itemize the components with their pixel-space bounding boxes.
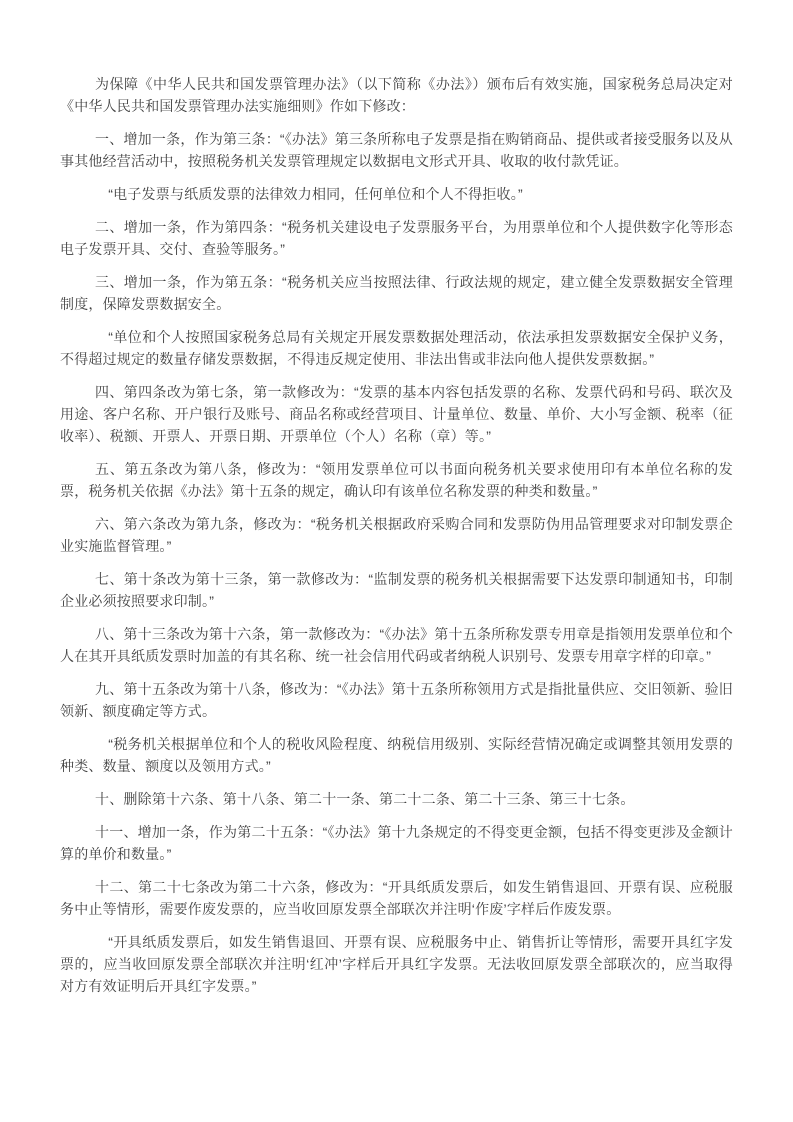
paragraph: 六、第六条改为第九条，修改为：“税务机关根据政府采购合同和发票防伪用品管理要求对印制发票企业实施监督管理。” xyxy=(60,516,733,554)
paragraph: 一、增加一条，作为第三条：“《办法》第三条所称电子发票是指在购销商品、提供或者接受服务以及从事其他经营活动中，按照税务机关发票管理规定以数据电文形式开具、收取的收付款凭证。 xyxy=(60,131,733,169)
paragraph: 五、第五条改为第八条，修改为：“领用发票单位可以书面向税务机关要求使用印有本单位名称的发票，税务机关依据《办法》第十五条的规定，确认印有该单位名称发票的种类和数量。” xyxy=(60,461,733,499)
paragraph: 九、第十五条改为第十八条，修改为：“《办法》第十五条所称领用方式是指批量供应、交旧领新、验旧领新、额度确定等方式。 xyxy=(60,681,733,719)
paragraph: 七、第十条改为第十三条，第一款修改为：“监制发票的税务机关根据需要下达发票印制通知书，印制企业必须按照要求印制。” xyxy=(60,571,733,609)
paragraph: 二、增加一条，作为第四条：“税务机关建设电子发票服务平台，为用票单位和个人提供数字化等形态电子发票开具、交付、查验等服务。” xyxy=(60,219,733,257)
document-body xyxy=(60,73,733,997)
paragraph: “开具纸质发票后，如发生销售退回、开票有误、应税服务中止、销售折让等情形，需要开具红字发票的，应当收回原发票全部联次并注明‘红冲’字样后开具红字发票。无法收回原发票全部联次的，应当取得对方有效证明后开具红字发票。” xyxy=(60,934,733,994)
paragraph: 为保障《中华人民共和国发票管理办法》（以下简称《办法》）颁布后有效实施，国家税务总局决定对《中华人民共和国发票管理办法实施细则》作如下修改： xyxy=(60,76,733,114)
paragraph: 十二、第二十七条改为第二十六条，修改为：“开具纸质发票后，如发生销售退回、开票有误、应税服务中止等情形，需要作废发票的，应当收回原发票全部联次并注明‘作废’字样后作废发票。 xyxy=(60,879,733,917)
paragraph: “电子发票与纸质发票的法律效力相同，任何单位和个人不得拒收。” xyxy=(108,186,523,202)
paragraph: 三、增加一条，作为第五条：“税务机关应当按照法律、行政法规的规定，建立健全发票数据安全管理制度，保障发票数据安全。 xyxy=(60,274,733,312)
paragraph: 十一、增加一条，作为第二十五条：“《办法》第十九条规定的不得变更金额，包括不得变更涉及金额计算的单价和数量。” xyxy=(60,824,733,862)
paragraph: 十、删除第十六条、第十八条、第二十一条、第二十二条、第二十三条、第三十七条。 xyxy=(95,791,635,807)
paragraph: 四、第四条改为第七条，第一款修改为：“发票的基本内容包括发票的名称、发票代码和号码、联次及用途、客户名称、开户银行及账号、商品名称或经营项目、计量单位、数量、单价、大小写金额、税率（征收率）、税额、开票人、开票日期、开票单位（个人）名称（章）等。” xyxy=(60,384,733,444)
paragraph: “税务机关根据单位和个人的税收风险程度、纳税信用级别、实际经营情况确定或调整其领用发票的种类、数量、额度以及领用方式。” xyxy=(60,736,733,774)
paragraph: “单位和个人按照国家税务总局有关规定开展发票数据处理活动，依法承担发票数据安全保护义务，不得超过规定的数量存储发票数据，不得违反规定使用、非法出售或非法向他人提供发票数据。” xyxy=(60,329,733,367)
paragraph: 八、第十三条改为第十六条，第一款修改为：“《办法》第十五条所称发票专用章是指领用发票单位和个人在其开具纸质发票时加盖的有其名称、统一社会信用代码或者纳税人识别号、发票专用章字样的印章。” xyxy=(60,626,733,664)
